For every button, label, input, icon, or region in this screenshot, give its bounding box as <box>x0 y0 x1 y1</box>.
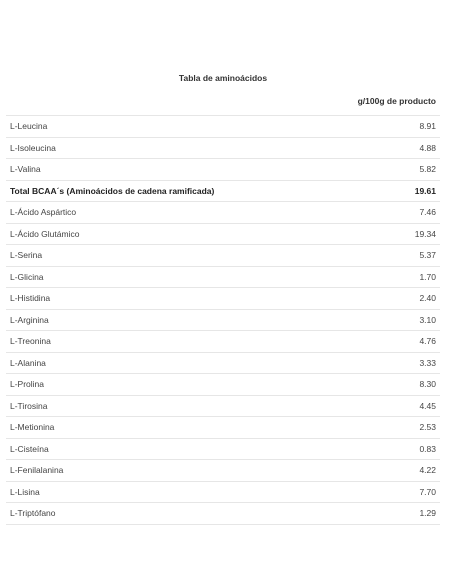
amino-acid-value: 8.30 <box>223 374 440 396</box>
amino-acid-value: 5.37 <box>223 245 440 267</box>
table-row <box>6 288 440 310</box>
amino-acid-value: 5.82 <box>223 159 440 181</box>
amino-acid-name: L-Serina <box>6 245 223 267</box>
table-row <box>6 352 440 374</box>
table-row <box>6 460 440 482</box>
amino-acid-name: Total BCAA´s (Aminoácidos de cadena ramificada) <box>6 180 223 202</box>
amino-acid-value: 7.46 <box>223 202 440 224</box>
amino-acid-value: 3.10 <box>223 309 440 331</box>
table-row <box>6 417 440 439</box>
amino-acid-value: 19.61 <box>223 180 440 202</box>
table-row <box>6 309 440 331</box>
amino-acid-value: 4.76 <box>223 331 440 353</box>
amino-acid-name: L-Ácido Glutámico <box>6 223 223 245</box>
table-header-row <box>6 86 440 116</box>
amino-acid-table <box>6 86 440 525</box>
amino-acid-value: 2.40 <box>223 288 440 310</box>
amino-acid-name: L-Glicina <box>6 266 223 288</box>
amino-acid-name: L-Arginina <box>6 309 223 331</box>
table-row <box>6 116 440 138</box>
table-row <box>6 223 440 245</box>
amino-acid-name: L-Prolina <box>6 374 223 396</box>
table-body <box>6 116 440 525</box>
amino-acid-value: 2.53 <box>223 417 440 439</box>
amino-acid-name: L-Metionina <box>6 417 223 439</box>
amino-acid-name: L-Treonina <box>6 331 223 353</box>
table-row <box>6 137 440 159</box>
table-row <box>6 331 440 353</box>
table-row <box>6 159 440 181</box>
amino-acid-value: 3.33 <box>223 352 440 374</box>
amino-acid-value: 1.70 <box>223 266 440 288</box>
amino-acid-name: L-Ácido Aspártico <box>6 202 223 224</box>
amino-acid-value: 1.29 <box>223 503 440 525</box>
table-row <box>6 202 440 224</box>
amino-acid-name: L-Tirosina <box>6 395 223 417</box>
amino-acid-value: 4.22 <box>223 460 440 482</box>
amino-acid-value: 8.91 <box>223 116 440 138</box>
table-row <box>6 481 440 503</box>
amino-acid-name: L-Fenilalanina <box>6 460 223 482</box>
table-row <box>6 266 440 288</box>
amino-acid-value: 4.88 <box>223 137 440 159</box>
amino-acid-value: 4.45 <box>223 395 440 417</box>
amino-acid-table-container <box>6 70 440 525</box>
amino-acid-name: L-Valina <box>6 159 223 181</box>
table-row <box>6 180 440 202</box>
table-title: Tabla de aminoácidos <box>178 73 268 83</box>
amino-acid-name: L-Histidina <box>6 288 223 310</box>
amino-acid-name: L-Lisina <box>6 481 223 503</box>
column-header: g/100g de producto <box>6 86 440 116</box>
table-row <box>6 395 440 417</box>
table-row <box>6 438 440 460</box>
table-row <box>6 503 440 525</box>
amino-acid-name: L-Cisteína <box>6 438 223 460</box>
amino-acid-name: L-Triptófano <box>6 503 223 525</box>
amino-acid-value: 19.34 <box>223 223 440 245</box>
amino-acid-name: L-Alanina <box>6 352 223 374</box>
amino-acid-value: 7.70 <box>223 481 440 503</box>
amino-acid-name: L-Isoleucina <box>6 137 223 159</box>
amino-acid-name: L-Leucina <box>6 116 223 138</box>
amino-acid-value: 0.83 <box>223 438 440 460</box>
table-row <box>6 374 440 396</box>
table-row <box>6 245 440 267</box>
